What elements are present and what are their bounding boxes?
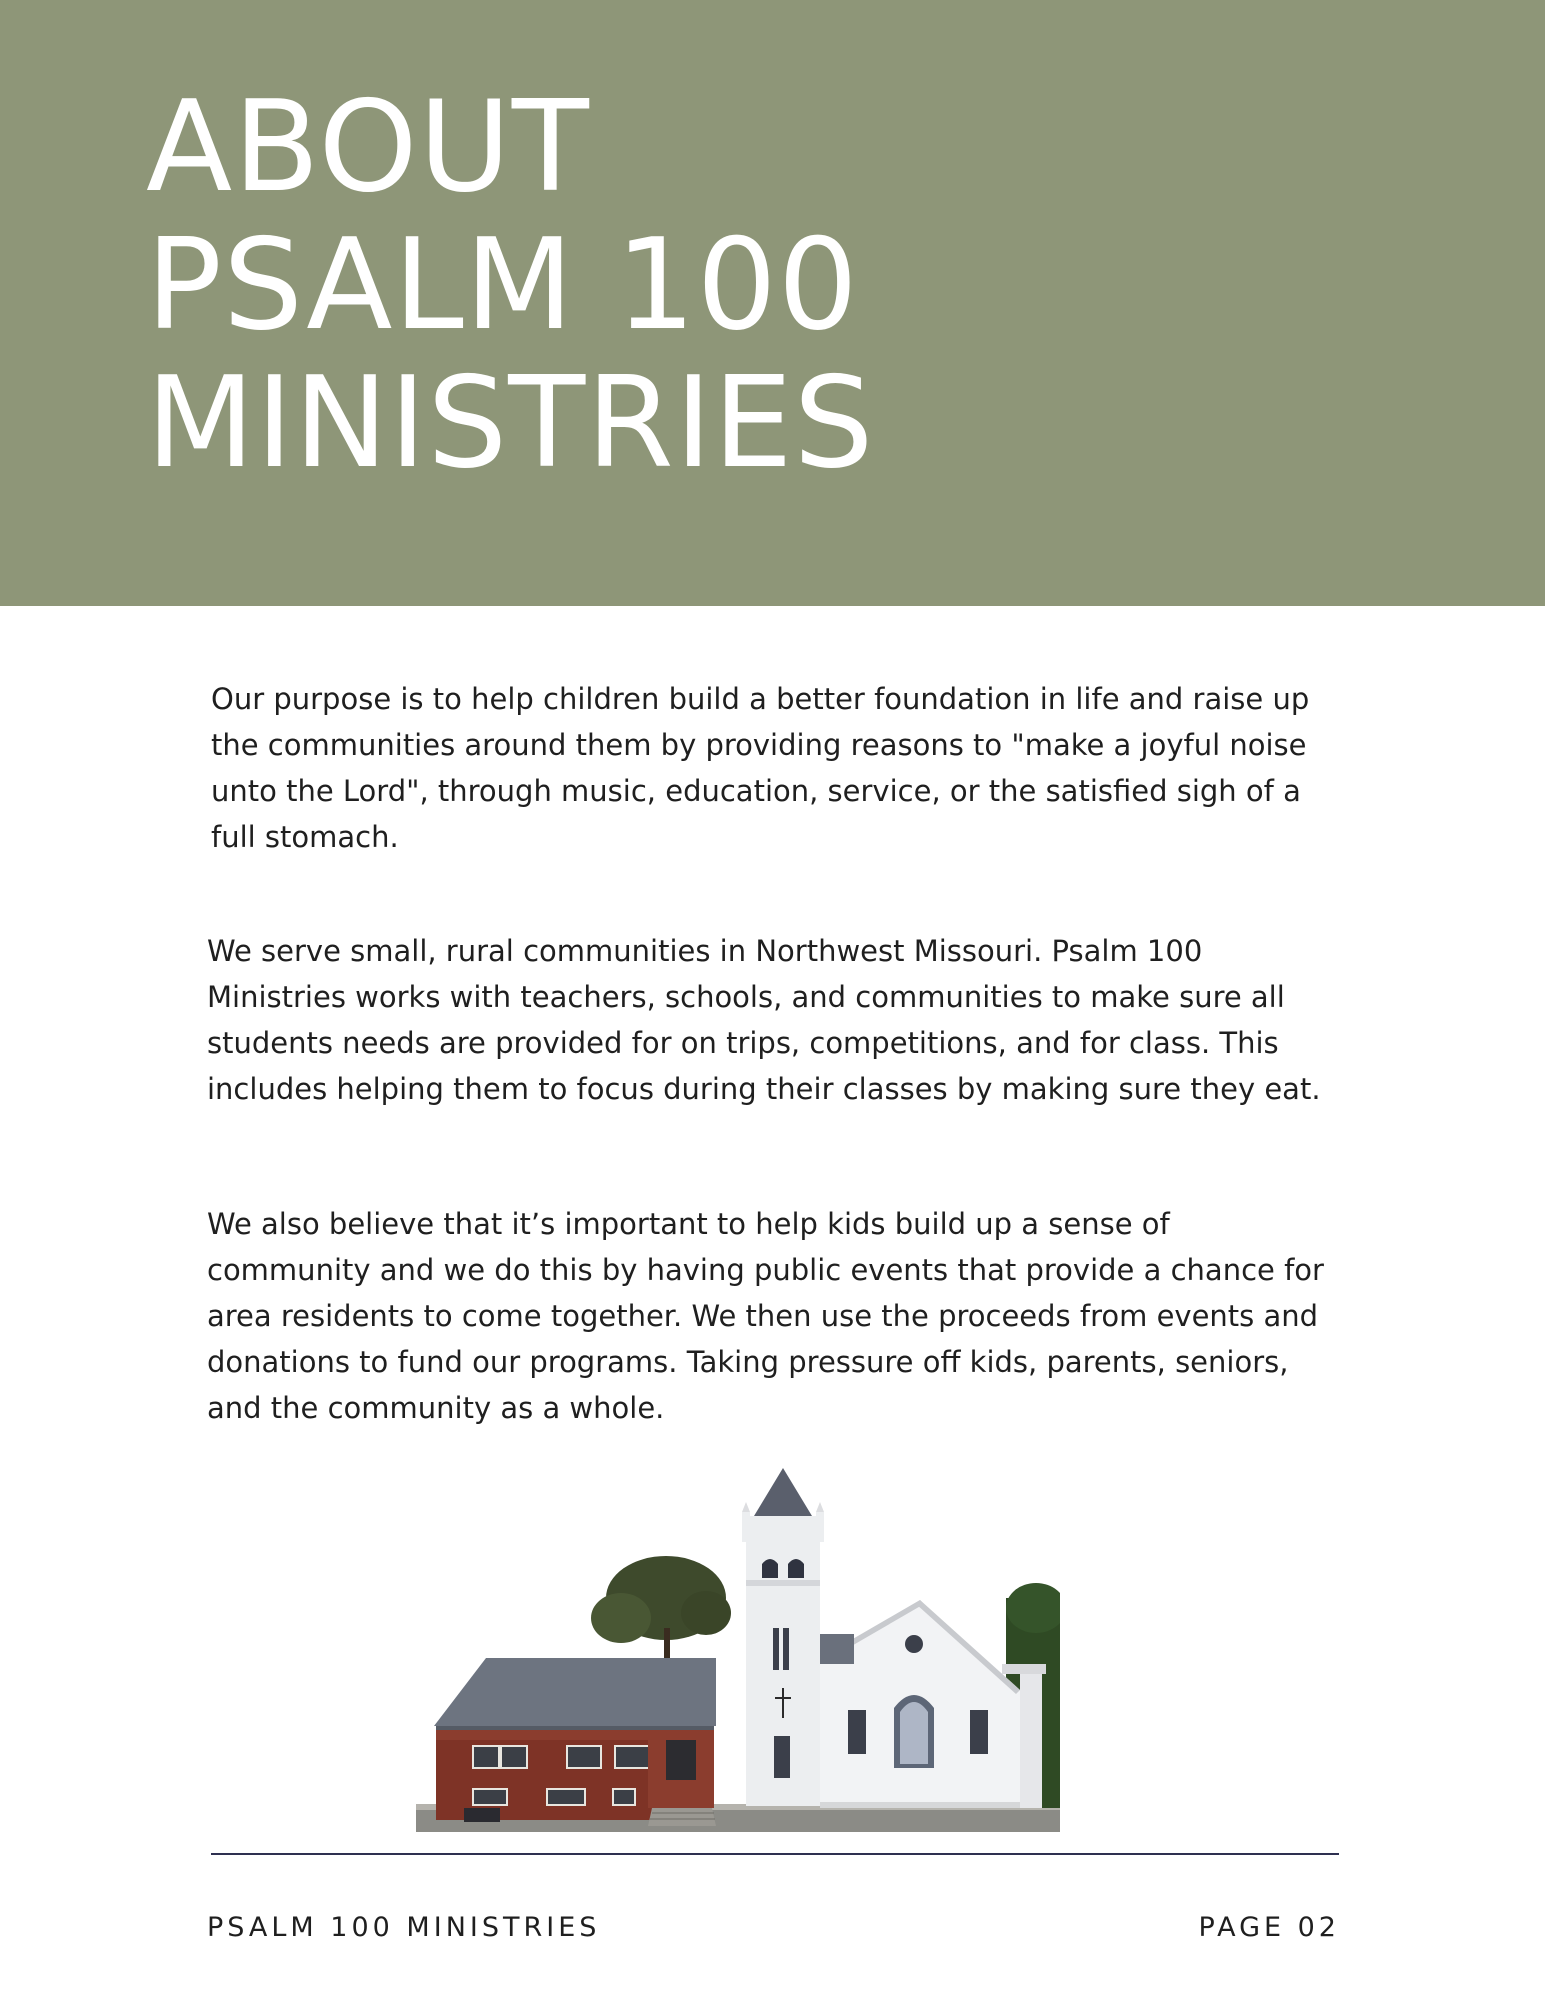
footer-divider xyxy=(211,1853,1339,1855)
church-illustration xyxy=(416,1468,1060,1832)
purpose-paragraph: Our purpose is to help children build a better foundation in life and raise up the communities around them by providing reasons to "make a joyful noise unto the Lord", through music, education, service, or the satisfied sigh of a full stomach. xyxy=(211,682,1310,854)
footer-org-name: PSALM 100 MINISTRIES xyxy=(207,1912,601,1943)
title-line-1: ABOUT xyxy=(146,73,590,220)
community-paragraph: We also believe that it’s important to help kids build up a sense of community and we do this by having public events that provide a chance for area residents to come together. We then use the proceeds from events and donations to fund our programs. Taking pressure off kids, parents, seniors, and the community as a whole. xyxy=(207,1207,1324,1425)
page-title xyxy=(146,73,875,496)
service-paragraph: We serve small, rural communities in Northwest Missouri. Psalm 100 Ministries works with teachers, schools, and communities to make sure all students needs are provided for on trips, competitions, and for class. This includes helping them to focus during their classes by making sure they eat. xyxy=(207,934,1321,1106)
title-line-3: MINISTRIES xyxy=(146,349,875,496)
title-line-2: PSALM 100 xyxy=(146,211,859,358)
footer-page-number: PAGE 02 xyxy=(1198,1912,1340,1943)
